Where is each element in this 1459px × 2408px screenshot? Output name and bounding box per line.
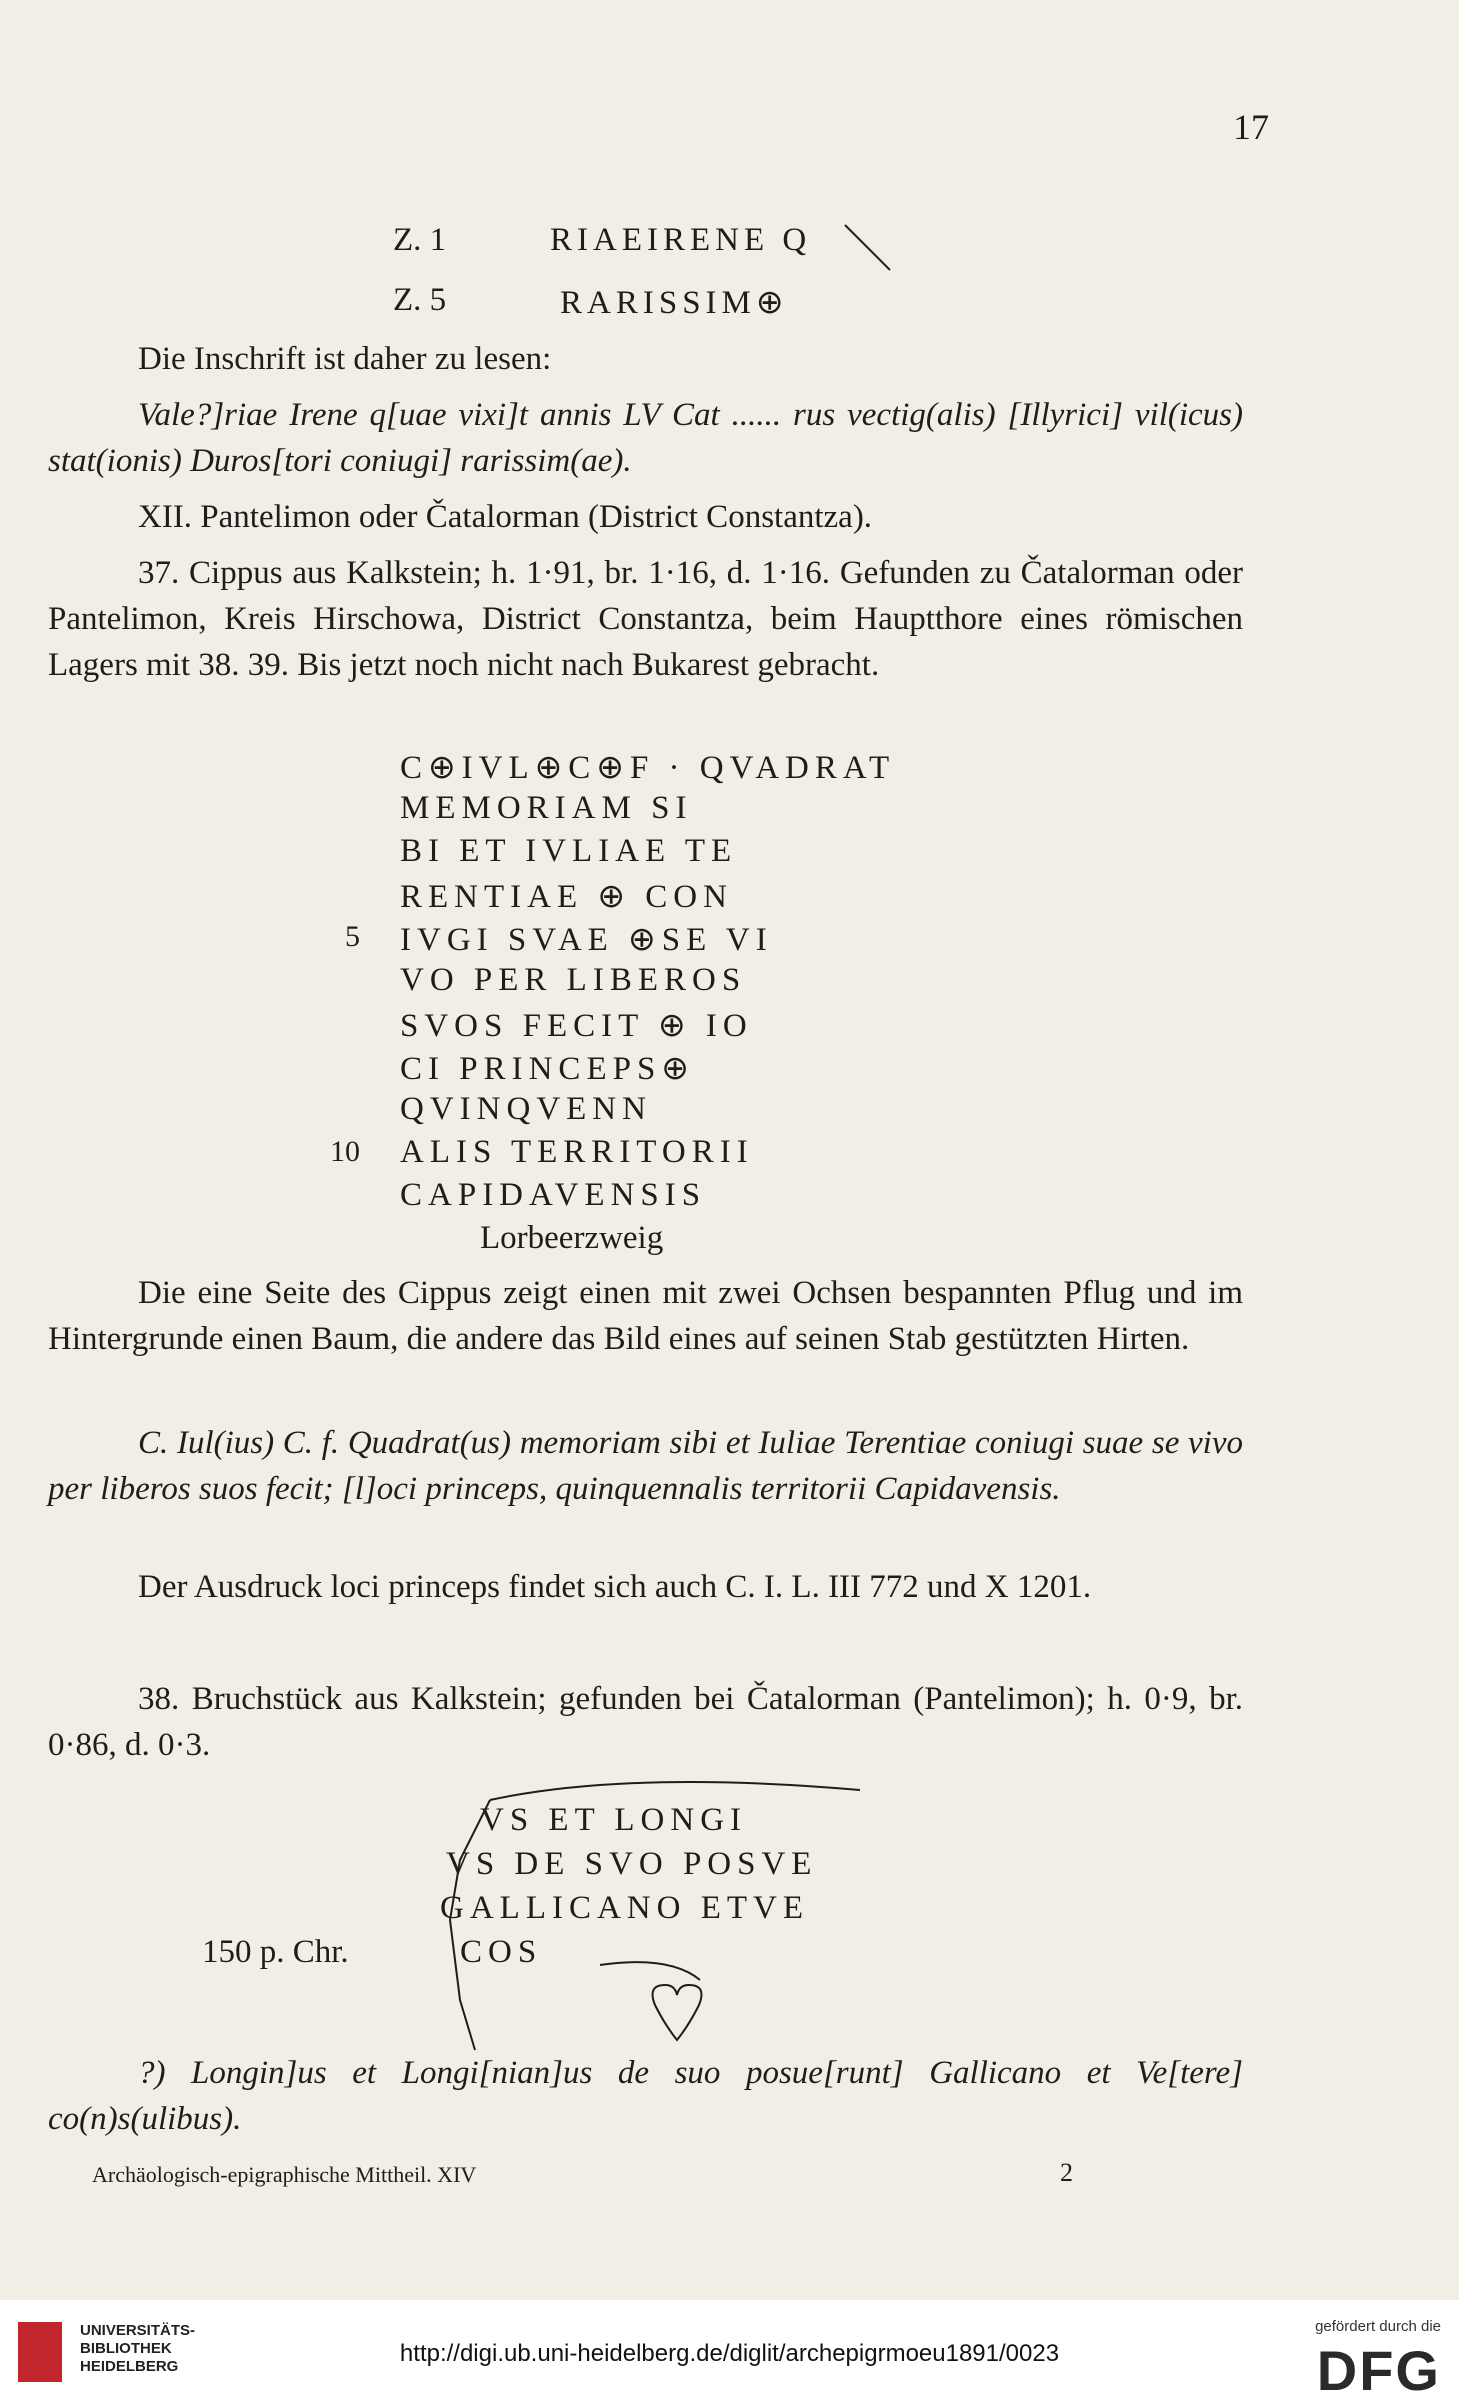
- inscription-line: VS DE SVO POSVE: [446, 1846, 818, 1882]
- funded-by: gefördert durch die: [1315, 2318, 1441, 2335]
- library-line: BIBLIOTHEK: [80, 2340, 172, 2357]
- reading-38: ?) Longin]us et Longi[nian]us de suo posue[runt] Gallicano et Ve[tere] co(n)s(ulibus).: [48, 2055, 1243, 2137]
- dfg-logo: DFG: [1316, 2339, 1441, 2402]
- desc-37: Die eine Seite des Cippus zeigt einen mit zwei Ochsen bespannten Pflug und im Hintergrunde einen Baum, die andere das Bild eines auf seinen Stab gestützten Hirten.: [48, 1275, 1243, 1357]
- inscription-line: VS ET LONGI: [480, 1802, 748, 1838]
- inscription-line: BI ET IVLIAE TE: [400, 833, 738, 869]
- inscription-line: CI PRINCEPS⊕: [400, 1051, 695, 1087]
- z1-label: Z. 1: [393, 222, 447, 258]
- reading-37: C. Iul(ius) C. f. Quadrat(us) memoriam sibi et Iuliae Terentiae coniugi suae se vivo per liberos suos fecit; [l]oci princeps, quinquennalis territorii Capidavensis.: [48, 1425, 1243, 1507]
- inscription-line: COS: [460, 1934, 543, 1970]
- inscription-line: ALIS TERRITORII: [400, 1134, 754, 1170]
- line-number: 5: [345, 920, 360, 953]
- date-38: 150 p. Chr.: [202, 1934, 349, 1970]
- inscription-line: GALLICANO ETVE: [440, 1890, 810, 1926]
- inscription-line: C⊕IVL⊕C⊕F · QVADRAT: [400, 750, 896, 786]
- z5-text: RARISSIM⊕: [560, 285, 789, 321]
- source-url[interactable]: http://digi.ub.uni-heidelberg.de/diglit/archepigrmoeu1891/0023: [399, 2340, 1060, 2367]
- inscription-line: RENTIAE ⊕ CON: [400, 879, 733, 915]
- bottom-bar: [0, 2300, 1459, 2408]
- line-number: 10: [330, 1135, 360, 1168]
- page-number: 17: [1233, 107, 1269, 147]
- item-38-text: 38. Bruchstück aus Kalkstein; gefunden bei Čatalorman (Pantelimon); h. 0·9, br. 0·86, d. 0·3.: [48, 1681, 1243, 1763]
- section-xii-heading: XII. Pantelimon oder Čatalorman (District Constantza).: [138, 499, 873, 535]
- inscription-line: QVINQVENN: [400, 1091, 652, 1127]
- reading-1: Vale?]riae Irene q[uae vixi]t annis LV Cat ...... rus vectig(alis) [Illyrici] vil(icus) stat(ionis) Duros[tori coniugi] rarissim(ae).: [48, 397, 1243, 479]
- read-line: Die Inschrift ist daher zu lesen:: [138, 341, 552, 377]
- footer-right: 2: [1060, 2158, 1073, 2187]
- inscription-line: MEMORIAM SI: [400, 790, 693, 826]
- footer-left: Archäologisch-epigraphische Mittheil. XIV: [92, 2162, 477, 2187]
- z5-label: Z. 5: [393, 282, 447, 318]
- library-line: UNIVERSITÄTS-: [80, 2322, 196, 2339]
- z1-stroke: [835, 205, 895, 275]
- laurel-note: Lorbeerzweig: [480, 1220, 664, 1256]
- inscription-line: CAPIDAVENSIS: [400, 1177, 707, 1213]
- item-37-text: 37. Cippus aus Kalkstein; h. 1·91, br. 1·16, d. 1·16. Gefunden zu Čatalorman oder Pantelimon, Kreis Hirschowa, District Constantza, beim Hauptthore eines römischen Lagers mit 38. 39. Bis jetzt noch nicht nach Bukarest gebracht.: [48, 555, 1243, 683]
- inscription-line: SVOS FECIT ⊕ IO: [400, 1008, 753, 1044]
- inscription-line: VO PER LIBEROS: [400, 962, 747, 998]
- library-line: HEIDELBERG: [80, 2358, 179, 2375]
- z1-text: RIAEIRENE Q: [550, 222, 812, 258]
- inscription-line: IVGI SVAE ⊕SE VI: [400, 922, 773, 958]
- note-37: Der Ausdruck loci princeps findet sich auch C. I. L. III 772 und X 1201.: [138, 1569, 1092, 1605]
